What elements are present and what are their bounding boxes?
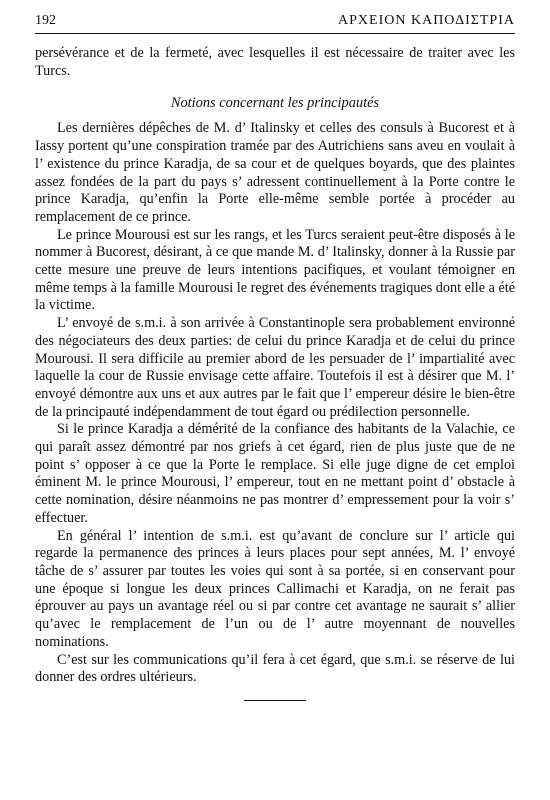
paragraph-2: Le prince Mourousi est sur les rangs, et les Turcs seraient peut-être disposés à le nommer à Bucorest, désirant, à ce que mande M. d’ Italinsky, donner à la Russie par cette mesure une preuve de leurs intentions pacifiques, et voulant témoigner en même temps à la famille Mourousi le regret des événements tragiques dont elle a été la victime.	[35, 226, 515, 314]
end-rule	[244, 700, 306, 701]
paragraph-1: Les dernières dépêches de M. d’ Italinsky et celles des consuls à Bucorest et à Iassy portent qu’une conspiration tramée par des Autrichiens sans aveu en voulait à l’ existence du prince Karadja, de sa cour et de quelques boyards, que des plaintes assez fondées de la part du pays s’ adressent continuellement à la Porte contre le prince Karadja, qu’enfin la Porte elle-même semble portée à procéder au remplacement de ce prince.	[35, 120, 515, 225]
paragraph-3: L’ envoyé de s.m.i. à son arrivée à Constantinople sera probablement environné des négociateurs des deux parties: de celui du prince Karadja et de celui du prince Mourousi. Il sera difficile au premier abord de les persuader de l’ impartialité avec laquelle la cour de Russie envisage cette affaire. Toutefois il est à désirer que M. l’ envoyé démontre aux uns et aux autres par le fait que l’ empereur désire le bien-être de la principauté indépendamment de tout égard ou prédilection personnelle.	[35, 315, 515, 420]
section-title: Notions concernant les principautés	[170, 95, 380, 112]
body-text	[35, 45, 515, 687]
page	[35, 12, 515, 701]
paragraph-6: C’est sur les communications qu’il fera à cet égard, que s.m.i. se réserve de lui donner des ordres ultérieurs.	[35, 651, 515, 686]
running-title: ΑΡΧΕΙΟΝ ΚΑΠΟΔΙΣΤΡΙΑ	[338, 13, 515, 28]
page-number: 192	[35, 13, 56, 28]
continuation-paragraph: persévérance et de la fermeté, avec lesquelles il est nécessaire de traiter avec les Turcs.	[35, 45, 515, 79]
running-head	[35, 12, 515, 34]
paragraph-4: Si le prince Karadja a démérité de la confiance des habitants de la Valachie, ce qui paraît assez démontré par nos griefs à cet égard, rien de plus juste que de ne point s’ opposer à ce que la Porte le remplace. Si elle juge digne de cet emploi éminent M. le prince Mourousi, l’ empereur, tout en ne mettant point d’ obstacle à cette nomination, désire néanmoins ne pas montrer d’ empressement pour la voir s’ effectuer.	[35, 421, 515, 526]
paragraph-5: En général l’ intention de s.m.i. est qu’avant de conclure sur l’ article qui regarde la permanence des princes à leurs places pour sept années, M. l’ envoyé tâche de s’ assurer par toutes les voies qui sont à sa portée, si en conservant pour une époque si longue les deux princes Callimachi et Karadja, on ne ferait pas éprouver au pays un avantage réel ou si par contre cet avantage ne saurait s’ allier qu’avec le remplacement de l’un ou de l’ autre moyennant de nouvelles nominations.	[35, 527, 515, 650]
